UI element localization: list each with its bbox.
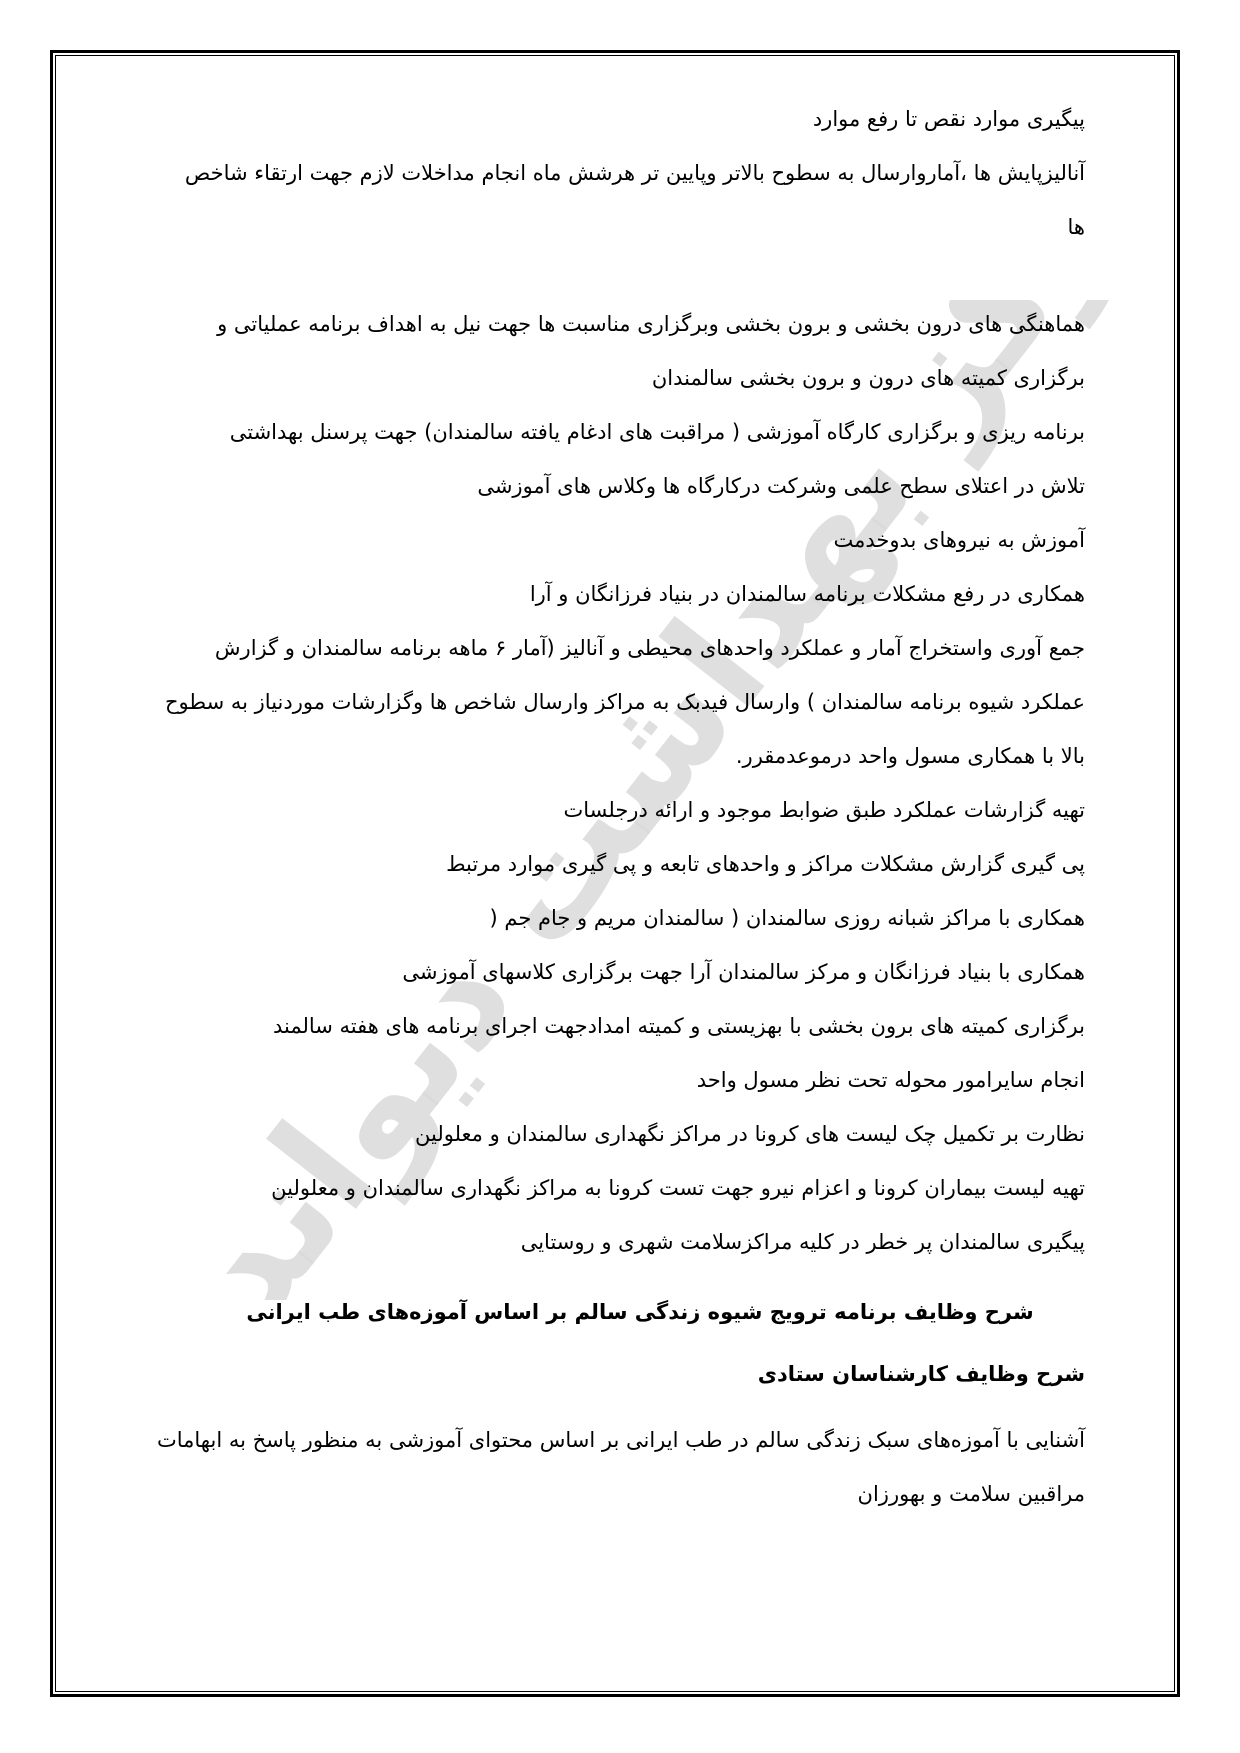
text-line: نظارت بر تکمیل چک لیست های کرونا در مراکز نگهداری سالمندان و معلولین: [415, 1122, 1085, 1146]
text-line: بالا با همکاری مسول واحد درموعدمقرر.: [735, 744, 1085, 768]
text-line: پیگیری سالمندان پر خطر در کلیه مراکزسلامت شهری و روستایی: [520, 1230, 1085, 1254]
section-subheading: شرح وظایف کارشناسان ستادی: [757, 1362, 1085, 1386]
text-line: هماهنگی های درون بخشی و برون بخشی وبرگزاری مناسبت ها جهت نیل به اهداف برنامه عملیاتی و: [217, 312, 1085, 336]
text-line: عملکرد شیوه برنامه سالمندان ) وارسال فیدبک به مراکز وارسال شاخص ها وگزارشات موردنیاز به سطوح: [164, 690, 1085, 714]
text-line: همکاری با بنیاد فرزانگان و مرکز سالمندان آرا جهت برگزاری کلاسهای آموزشی: [402, 960, 1085, 984]
section-heading: شرح وظایف برنامه ترویج شیوه زندگی سالم بر اساس آموزه‌های طب ایرانی: [246, 1300, 1034, 1324]
text-line: جمع آوری واستخراج آمار و عملکرد واحدهای محیطی و آنالیز (آمار ۶ ماهه برنامه سالمندان و گزارش: [214, 636, 1085, 660]
text-line: پیگیری موارد نقص تا رفع موارد: [812, 107, 1085, 131]
text-line: همکاری در رفع مشکلات برنامه سالمندان در بنیاد فرزانگان و آرا: [529, 582, 1085, 606]
text-line: تلاش در اعتلای سطح علمی وشرکت درکارگاه ها وکلاس های آموزشی: [477, 474, 1085, 498]
text-line: برگزاری کمیته های درون و برون بخشی سالمندان: [651, 366, 1085, 390]
text-line: انجام سایرامور محوله تحت نظر مسول واحد: [696, 1068, 1085, 1092]
text-line: تهیه لیست بیماران کرونا و اعزام نیرو جهت تست کرونا به مراکز نگهداری سالمندان و معلولین: [271, 1176, 1085, 1200]
text-line: همکاری با مراکز شبانه روزی سالمندان ( سالمندان مریم و جام جم (: [489, 906, 1085, 930]
text-line: پی گیری گزارش مشکلات مراکز و واحدهای تابعه و پی گیری موارد مرتبط: [446, 852, 1085, 876]
text-line: ها: [1067, 215, 1085, 239]
section-gap: [155, 1269, 1085, 1281]
text-line: مراقبین سلامت و بهورزان: [857, 1482, 1085, 1506]
text-line: برگزاری کمیته های برون بخشی با بهزیستی و کمیته امدادجهت اجرای برنامه های هفته سالمند: [272, 1014, 1085, 1038]
text-line: آنالیزپایش ها ،آماروارسال به سطوح بالاتر وپایین تر هرشش ماه انجام مداخلات لازم جهت ارتقاء شاخص: [184, 161, 1085, 185]
paragraph-gap: [155, 254, 1085, 297]
watermark-text: بهداشت دیواندره: [150, 400, 950, 1300]
text-line: برنامه ریزی و برگزاری کارگاه آموزشی ( مراقبت های ادغام یافته سالمندان) جهت پرسنل بهداشتی: [229, 420, 1085, 444]
text-line: آموزش به نیروهای بدوخدمت: [833, 528, 1085, 552]
text-line: تهیه گزارشات عملکرد طبق ضوابط موجود و ارائه درجلسات: [563, 798, 1085, 822]
text-line: آشنایی با آموزه‌های سبک زندگی سالم در طب ایرانی بر اساس محتوای آموزشی به منظور پاسخ به ابهامات: [156, 1428, 1085, 1452]
document-body: [155, 92, 1085, 1521]
